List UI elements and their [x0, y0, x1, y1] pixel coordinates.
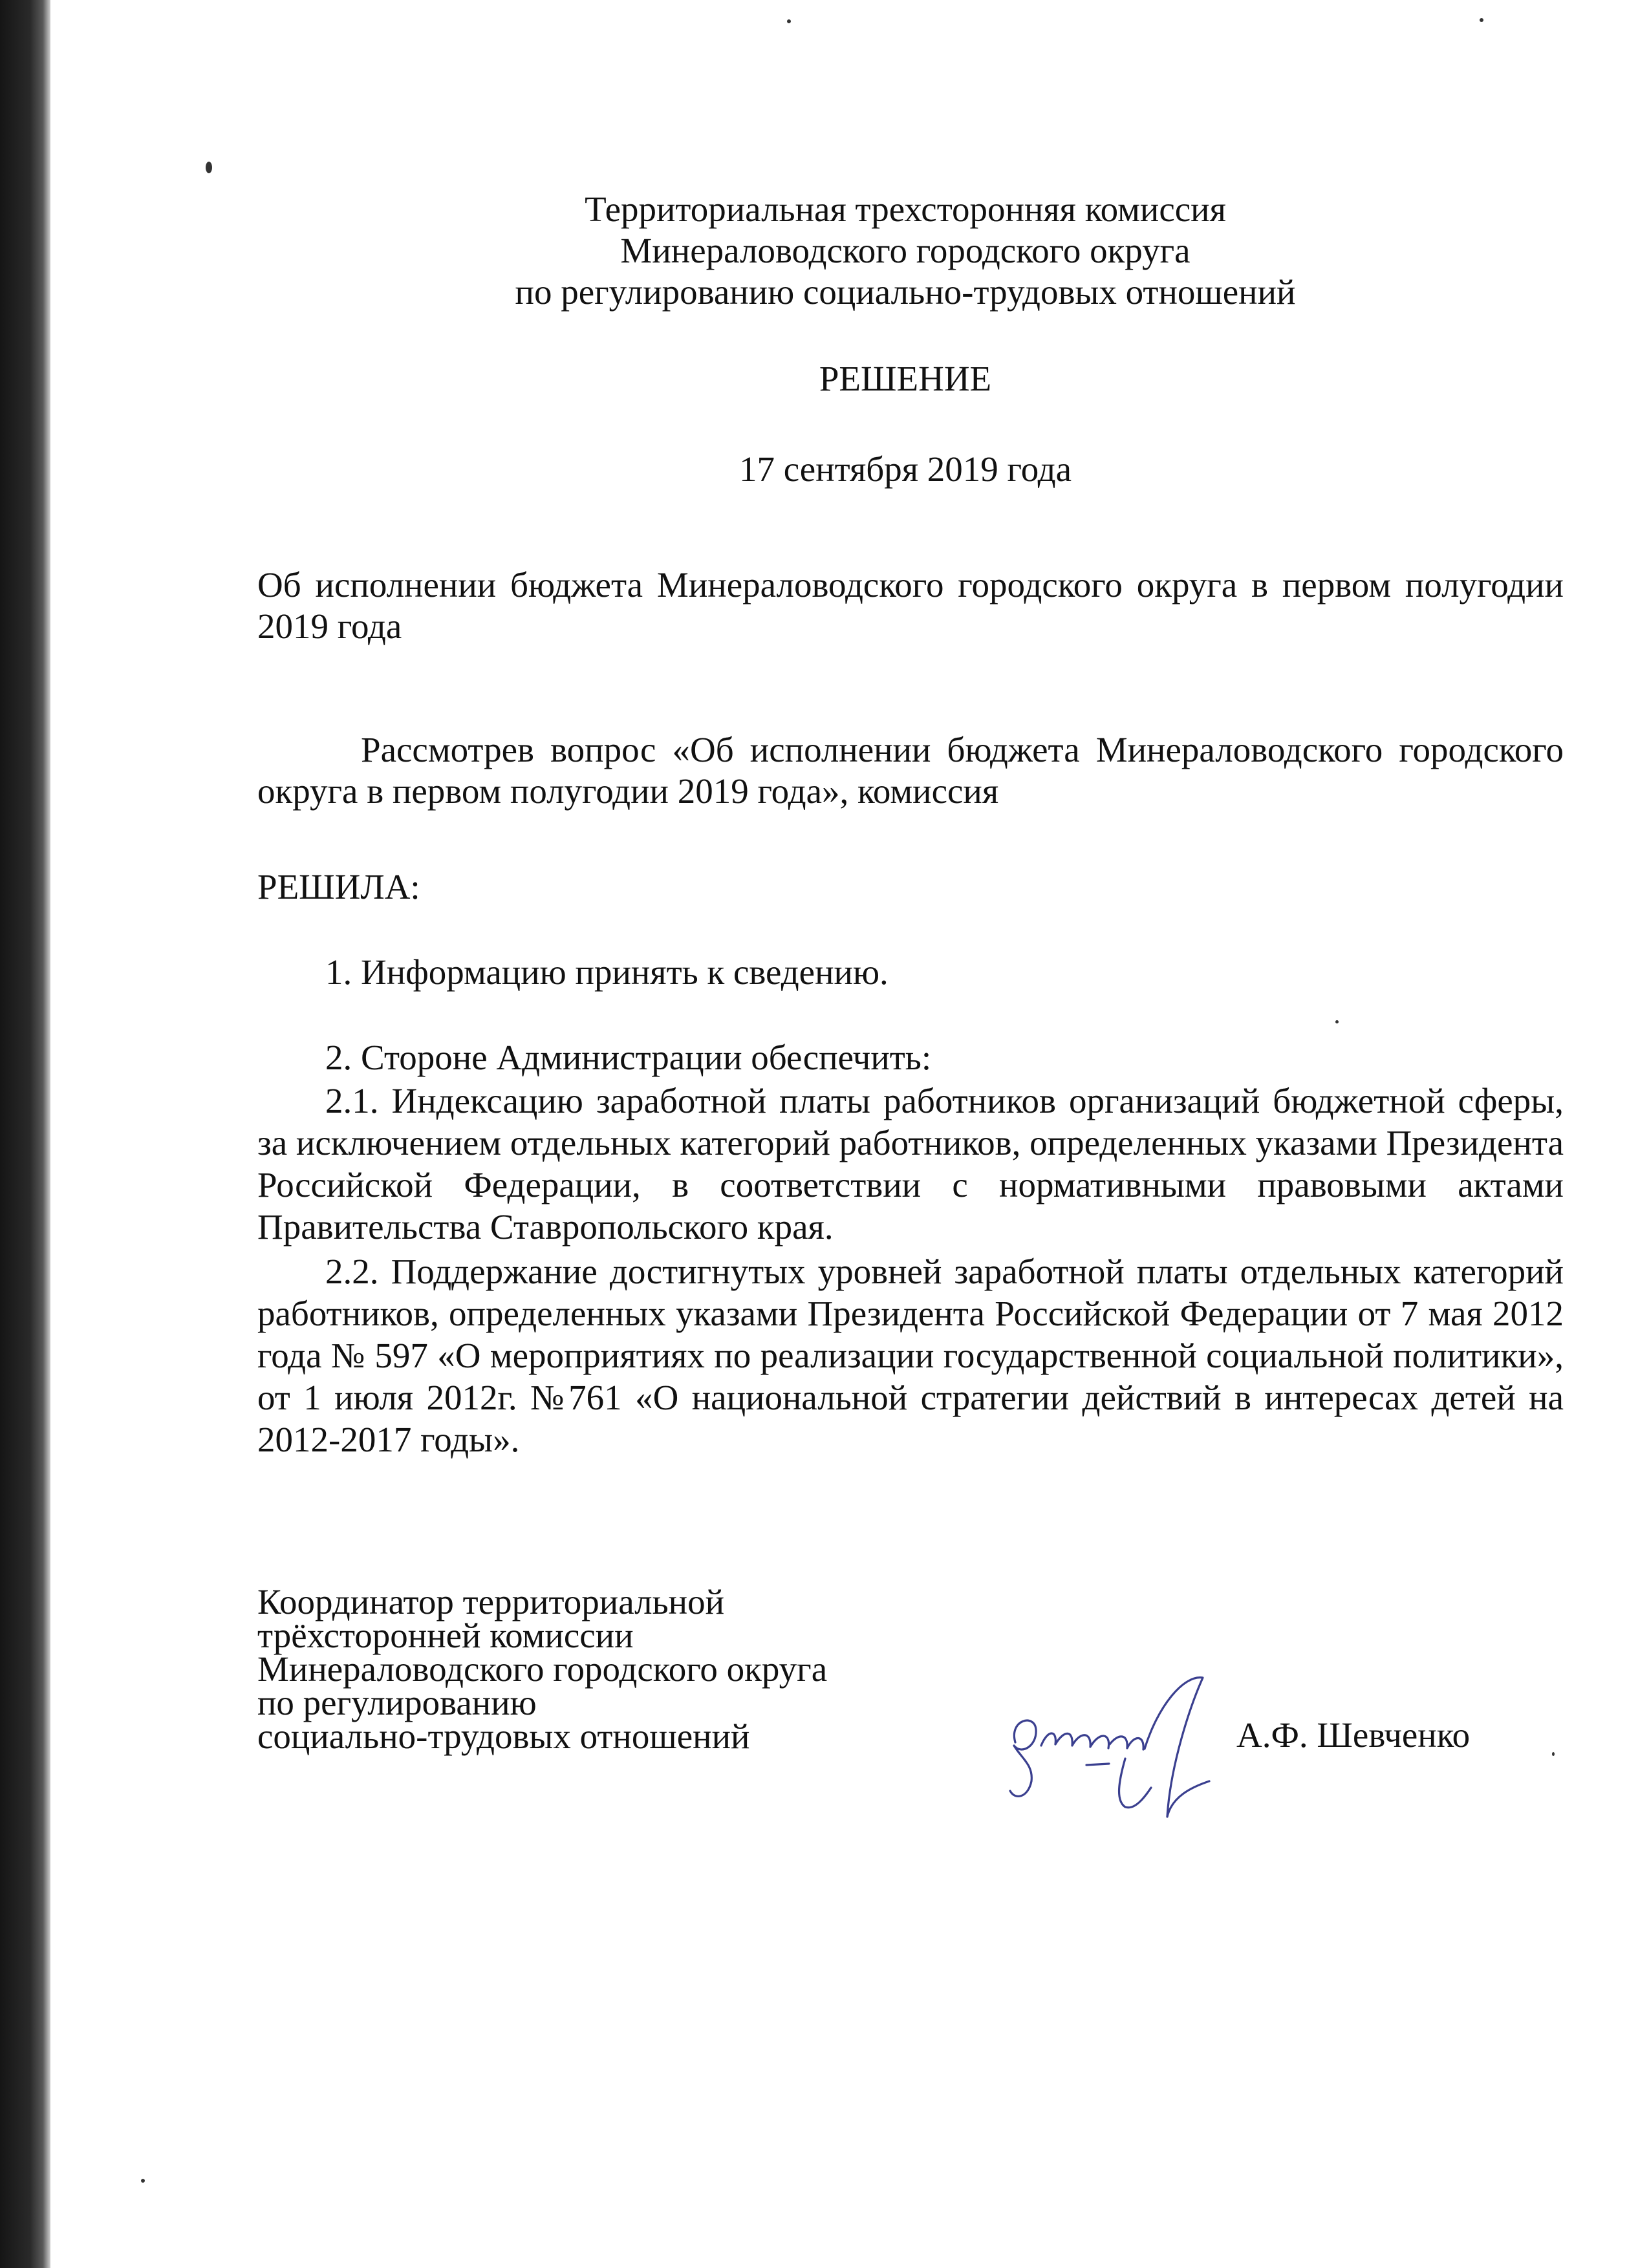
resolution-item-2-2: 2.2. Поддержание достигнутых уровней заработной платы отдельных категорий работников, определенных указами Президента Российской Федерации от 7 мая 2012 года № 597 «О мероприятиях по реализации государственной социальной политики», от 1 июля 2012г. №761 «О национальной стратегии действий в интересах детей на 2012-2017 годы».	[257, 1252, 1564, 1459]
resolution-item-2-1: 2.1. Индексацию заработной платы работников организаций бюджетной сферы, за исключением отдельных категорий работников, определенных указами Президента Российской Федерации, в соответствии с нормативными правовыми актами Правительства Ставропольского края.	[257, 1081, 1564, 1246]
signer-title-line: Минераловодского городского округа	[257, 1649, 828, 1689]
scan-speck	[787, 19, 791, 23]
decision-title: РЕШЕНИЕ	[819, 359, 992, 398]
signer-title-block	[257, 1582, 828, 1756]
signer-title-line: по регулированию	[257, 1683, 537, 1722]
header-line-district: Минераловодского городского округа	[620, 231, 1191, 270]
resolved-label: РЕШИЛА:	[257, 867, 420, 906]
resolution-item-2: 2. Стороне Администрации обеспечить:	[325, 1038, 932, 1077]
scan-speck	[206, 162, 212, 173]
resolution-item-1: 1. Информацию принять к сведению.	[325, 952, 889, 992]
header-line-organization: Территориальная трехсторонняя комиссия	[585, 189, 1226, 229]
signer-name: А.Ф. Шевченко	[1236, 1715, 1471, 1755]
handwritten-signature	[996, 1668, 1242, 1836]
scan-speck	[1552, 1752, 1555, 1756]
preamble-paragraph: Рассмотрев вопрос «Об исполнении бюджета Минераловодского городского округа в первом полугодии 2019 года», комиссия	[257, 730, 1564, 811]
signer-title-line: социально-трудовых отношений	[257, 1717, 750, 1756]
signer-title-line: трёхсторонней комиссии	[257, 1616, 634, 1655]
document-header	[453, 189, 1358, 313]
scan-speck	[1480, 18, 1483, 22]
scan-speck	[1335, 1020, 1339, 1023]
decision-date: 17 сентября 2019 года	[738, 449, 1072, 489]
decision-subject: Об исполнении бюджета Минераловодского городского округа в первом полугодии 2019 года	[257, 565, 1564, 646]
signer-title-line: Координатор территориальной	[257, 1582, 725, 1621]
scan-speck	[141, 2179, 145, 2183]
header-line-scope: по регулированию социально-трудовых отношений	[515, 272, 1296, 312]
